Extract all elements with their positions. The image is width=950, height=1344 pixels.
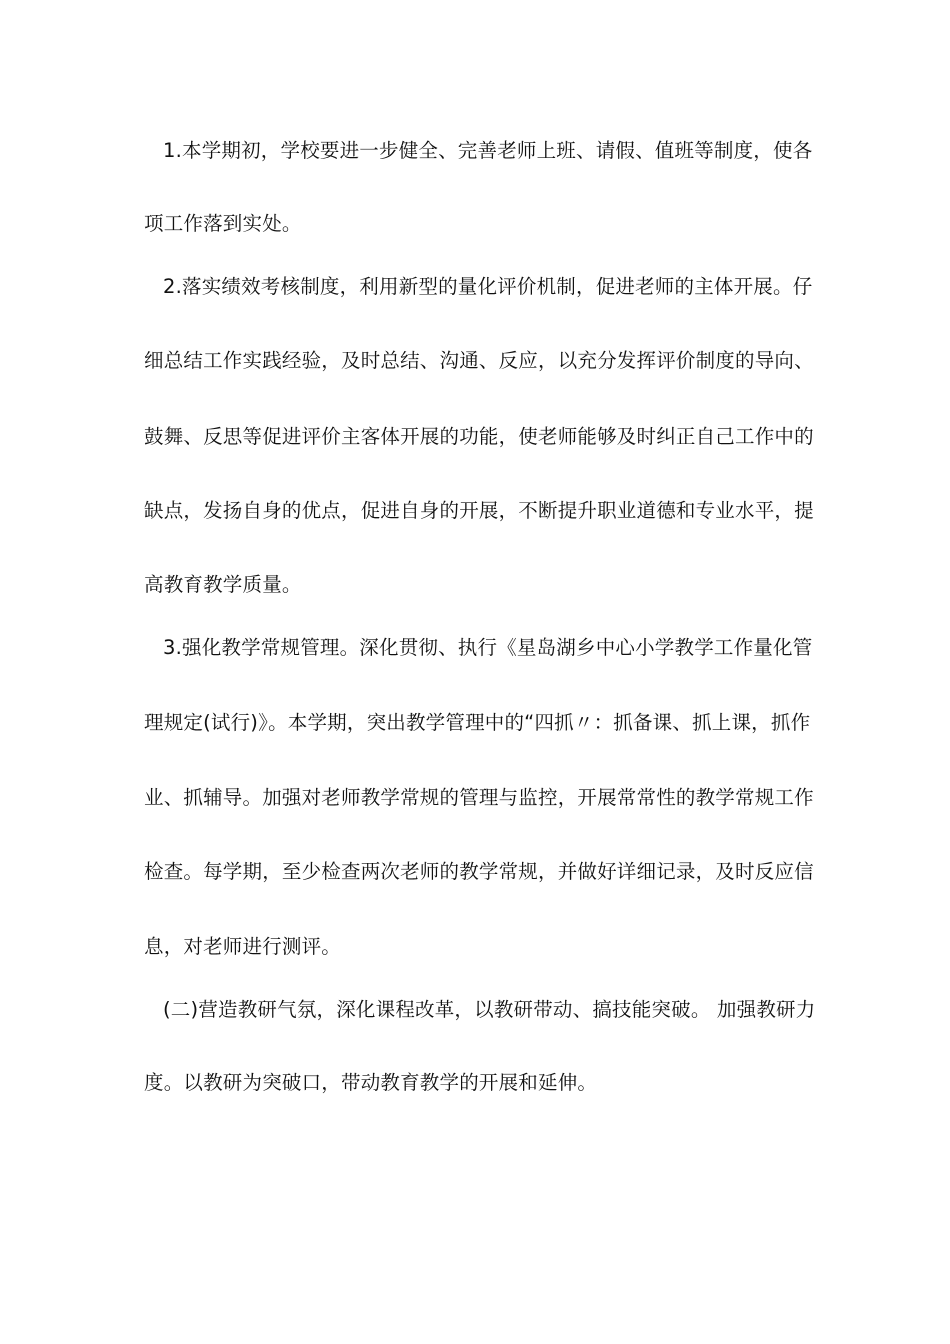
paragraph-2-line-2: 细总结工作实践经验，及时总结、沟通、反应，以充分发挥评价制度的导向、 (144, 349, 814, 372)
paragraph-4-line-2: 度。以教研为突破口，带动教育教学的开展和延伸。 (144, 1071, 598, 1094)
paragraph-2-line-1: 2.落实绩效考核制度，利用新型的量化评价机制，促进老师的主体开展。仔 (163, 275, 813, 298)
paragraph-3-line-1: 3.强化教学常规管理。深化贯彻、执行《星岛湖乡中心小学教学工作量化管 (163, 636, 813, 659)
paragraph-2-line-4: 缺点，发扬自身的优点，促进自身的开展，不断提升职业道德和专业水平，提 (144, 499, 814, 522)
paragraph-1-line-1: 1.本学期初，学校要进一步健全、完善老师上班、请假、值班等制度，使各 (163, 139, 813, 162)
paragraph-2-line-5: 高教育教学质量。 (144, 573, 302, 596)
paragraph-3-line-3: 业、抓辅导。加强对老师教学常规的管理与监控，开展常常性的教学常规工作 (144, 786, 814, 809)
paragraph-3-line-2: 理规定(试行)》。本学期，突出教学管理中的“四抓〃：抓备课、抓上课，抓作 (144, 711, 811, 734)
paragraph-3-line-4: 检查。每学期，至少检查两次老师的教学常规，并做好详细记录，及时反应信 (144, 860, 814, 883)
paragraph-2-line-3: 鼓舞、反思等促进评价主客体开展的功能，使老师能够及时纠正自己工作中的 (144, 425, 814, 448)
paragraph-3-line-5: 息，对老师进行测评。 (144, 935, 342, 958)
paragraph-4-line-1: (二)营造教研气氛，深化课程改革，以教研带动、搞技能突破。 加强教研力 (163, 998, 816, 1021)
paragraph-1-line-2: 项工作落到实处。 (144, 212, 302, 235)
